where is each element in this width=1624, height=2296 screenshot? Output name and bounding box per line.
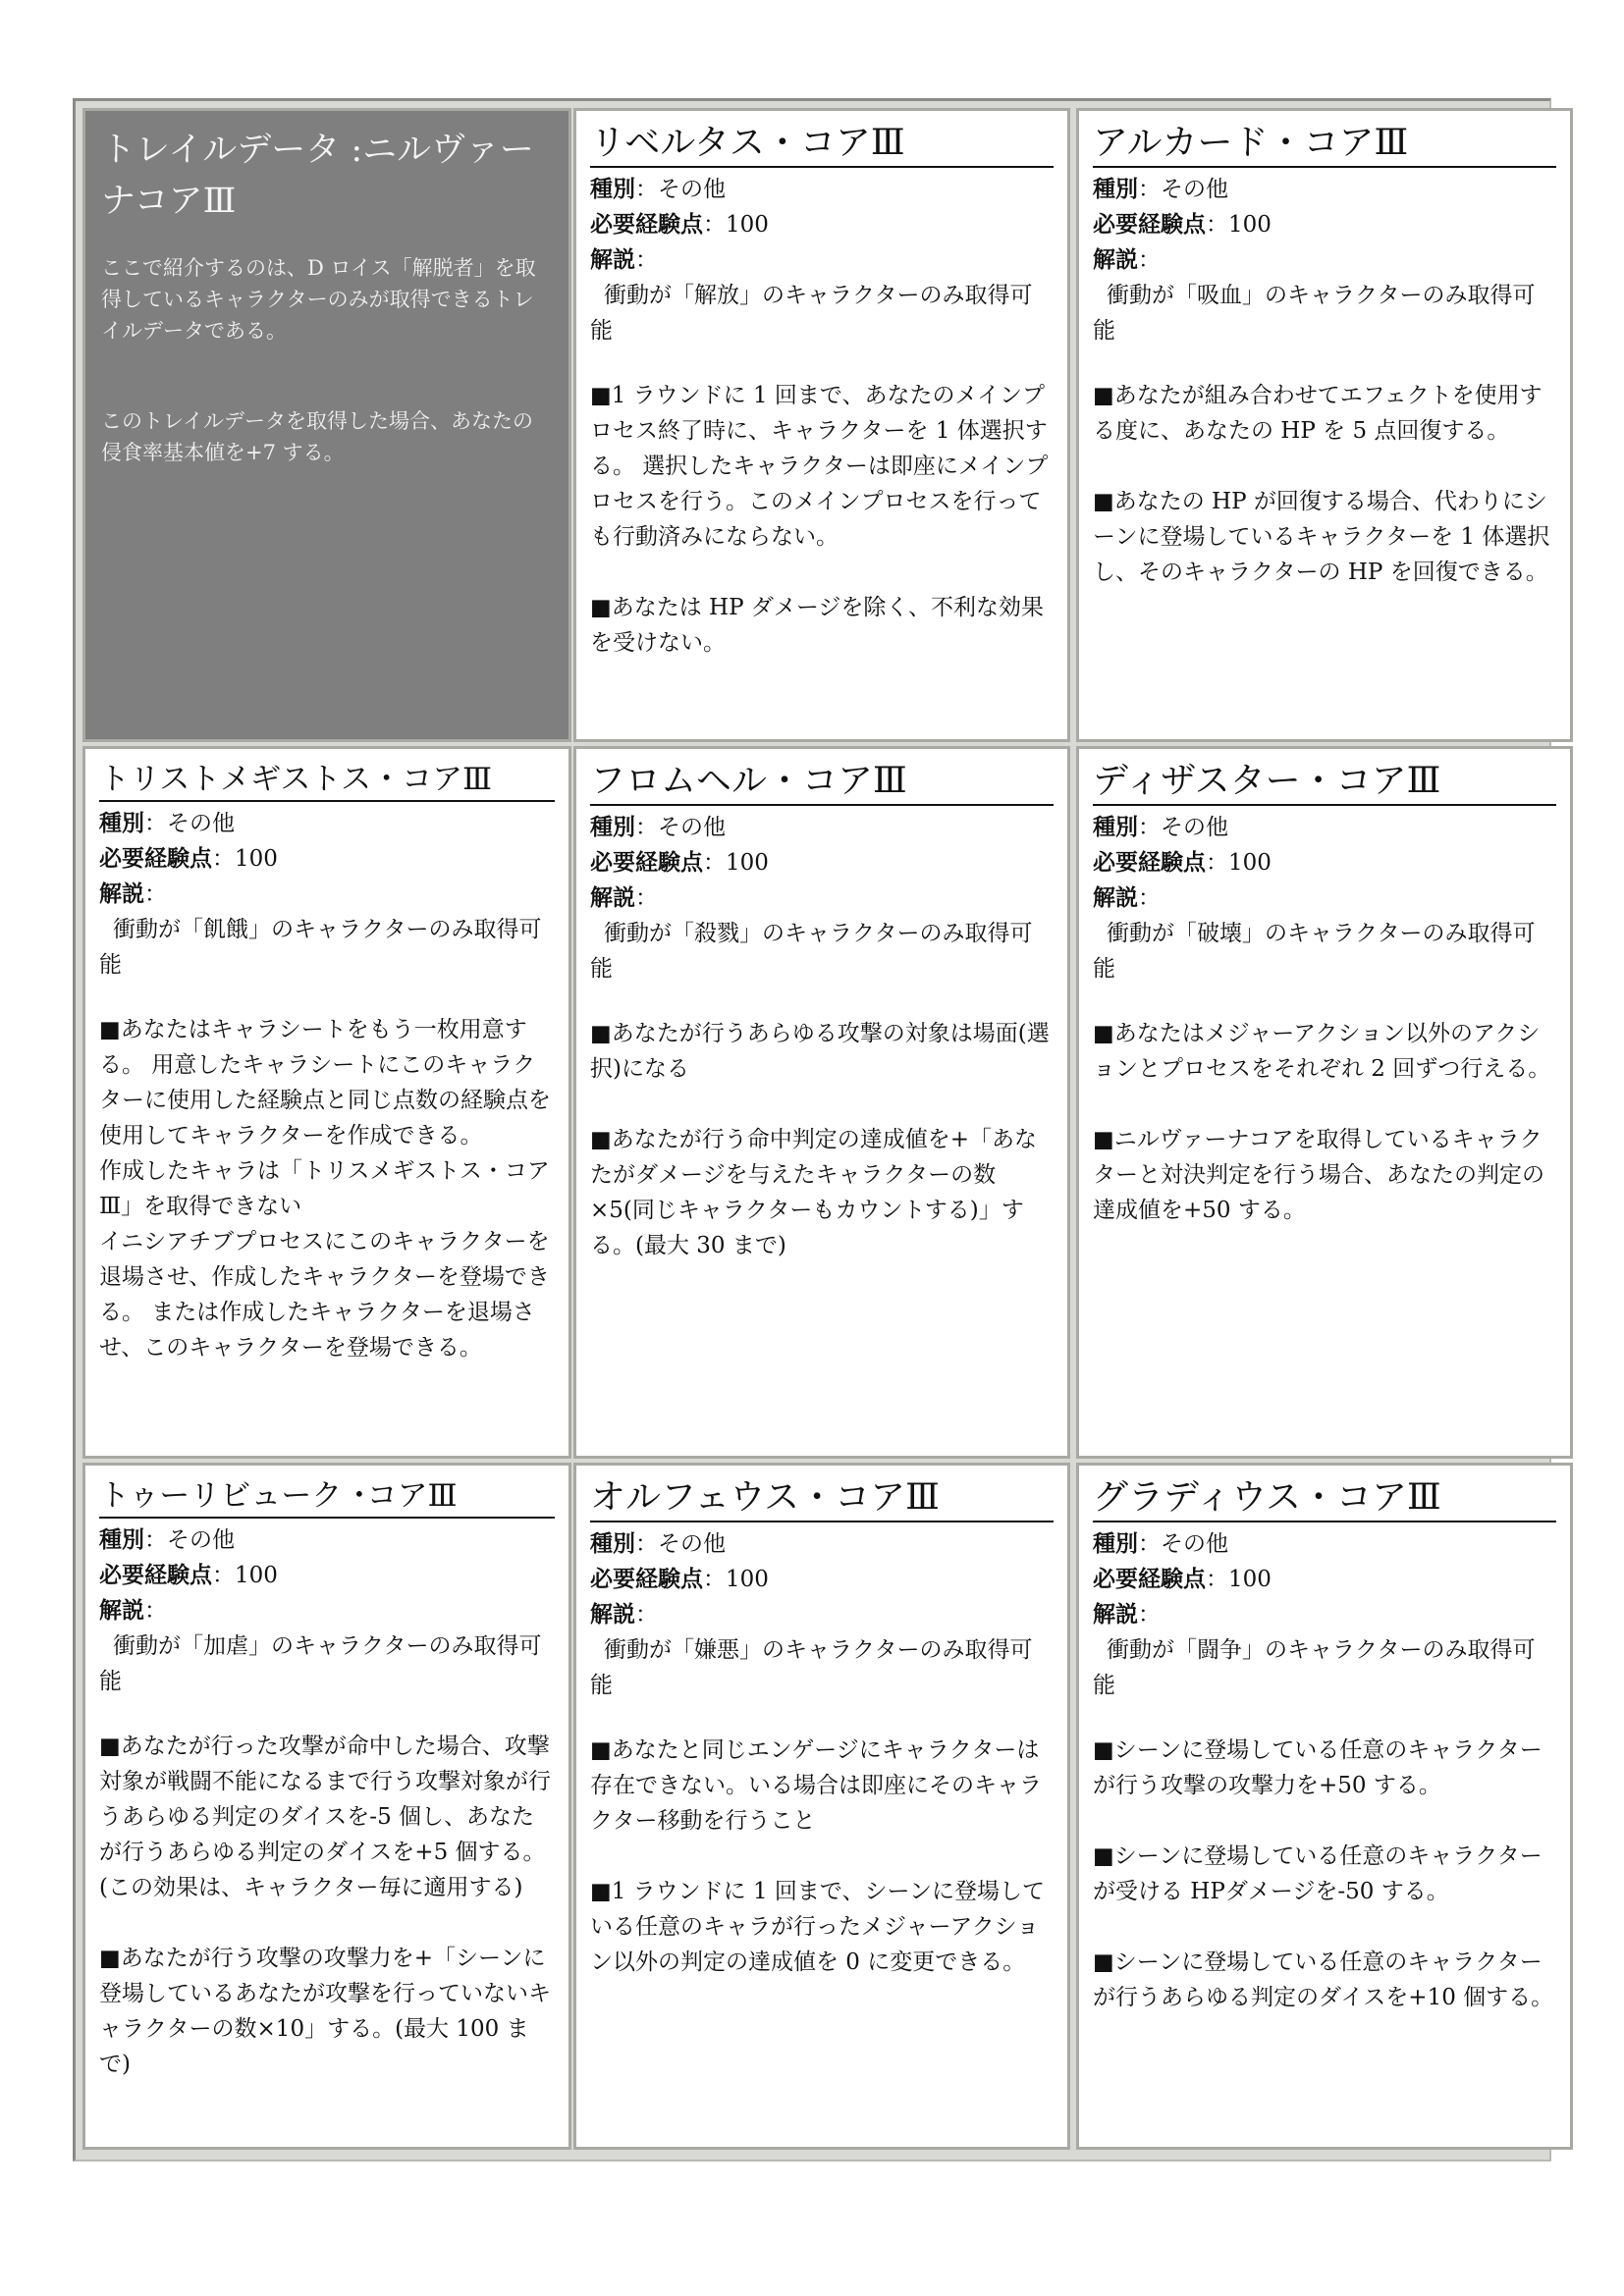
effect-text: ■あなたが行う攻撃の攻撃力を+「シーンに登場しているあなたが攻撃を行っていないキャラクターの数×10」する。(最大 100 まで) xyxy=(99,1946,551,2077)
desc-field: 解説： xyxy=(590,885,658,911)
exp-field: 必要経験点：100 xyxy=(1093,1567,1272,1592)
type-field: 種別：その他 xyxy=(590,177,726,202)
card-title: リベルタス・コアⅢ xyxy=(590,121,1054,168)
requirement-text: 衝動が「解放」のキャラクターのみ取得可能 xyxy=(590,283,1033,344)
effect-text: ■あなたは HP ダメージを除く、不利な効果を受けない。 xyxy=(590,595,1044,656)
exp-field: 必要経験点：100 xyxy=(99,1563,278,1588)
effect-text: 作成したキャラは「トリスメギストス・コアⅢ」を取得できない xyxy=(99,1158,550,1219)
card-from-hell-core xyxy=(573,746,1070,1459)
card-libertas-core xyxy=(573,108,1070,742)
exp-field: 必要経験点：100 xyxy=(1093,850,1272,876)
type-field: 種別：その他 xyxy=(1093,815,1228,840)
card-trismegistus-core xyxy=(82,746,571,1459)
type-field: 種別：その他 xyxy=(590,815,726,840)
effect-text: イニシアチブプロセスにこのキャラクターを退場させ、作成したキャラクターを登場できる。 または作成したキャラクターを退場させ、このキャラクターを登場できる。 xyxy=(99,1229,550,1361)
desc-field: 解説： xyxy=(590,1602,658,1628)
effect-text: ■あなたが行う命中判定の達成値を+「あなたがダメージを与えたキャラクターの数×5(同じキャラクターもカウントする)」する。(最大 30 まで) xyxy=(590,1127,1038,1258)
requirement-text: 衝動が「殺戮」のキャラクターのみ取得可能 xyxy=(590,921,1033,982)
type-field: 種別：その他 xyxy=(1093,177,1228,202)
card-title: トリストメギストス・コアⅢ xyxy=(99,759,555,802)
requirement-text: 衝動が「闘争」のキャラクターのみ取得可能 xyxy=(1093,1637,1536,1698)
requirement-text: 衝動が「飢餓」のキャラクターのみ取得可能 xyxy=(99,917,542,978)
card-alucard-core xyxy=(1076,108,1573,742)
exp-field: 必要経験点：100 xyxy=(99,846,278,872)
desc-field: 解説： xyxy=(99,1598,167,1624)
card-title: フロムヘル・コアⅢ xyxy=(590,759,1054,806)
requirement-text: 衝動が「吸血」のキャラクターのみ取得可能 xyxy=(1093,283,1536,344)
card-gladius-core xyxy=(1076,1463,1573,2150)
intro-paragraph: このトレイルデータを取得した場合、あなたの侵食率基本値を+7 する。 xyxy=(101,409,533,464)
card-title: アルカード・コアⅢ xyxy=(1093,121,1556,168)
effect-text: ■あなたはメジャーアクション以外のアクションとプロセスをそれぞれ 2 回ずつ行える。 xyxy=(1093,1021,1551,1082)
effect-text: ■ニルヴァーナコアを取得しているキャラクターと対決判定を行う場合、あなたの判定の達成値を+50 する。 xyxy=(1093,1127,1544,1223)
effect-text: ■あなたと同じエンゲージにキャラクターは存在できない。いる場合は即座にそのキャラクター移動を行うこと xyxy=(590,1737,1042,1834)
type-field: 種別：その他 xyxy=(1093,1531,1228,1557)
effect-text: ■シーンに登場している任意のキャラクターが受ける HPダメージを-50 する。 xyxy=(1093,1843,1543,1904)
type-field: 種別：その他 xyxy=(590,1531,726,1557)
requirement-text: 衝動が「加虐」のキャラクターのみ取得可能 xyxy=(99,1633,542,1694)
type-field: 種別：その他 xyxy=(99,1527,235,1553)
effect-text: ■あなたが行った攻撃が命中した場合、攻撃対象が戦闘不能になるまで行う攻撃対象が行うあらゆる判定のダイスを-5 個し、あなたが行うあらゆる判定のダイスを+5 個する。(この効果は、キャラクター毎に適用する) xyxy=(99,1734,551,1900)
card-title: トゥーリビューク ･コアⅢ xyxy=(99,1475,555,1519)
intro-paragraph: ここで紹介するのは、D ロイス「解脱者」を取得しているキャラクターのみが取得できるトレイルデータである。 xyxy=(101,256,536,343)
effect-text: ■あなたが行うあらゆる攻撃の対象は場面(選択)になる xyxy=(590,1021,1050,1082)
card-title: グラディウス・コアⅢ xyxy=(1093,1475,1556,1522)
intro-panel xyxy=(82,108,571,742)
card-title: オルフェウス・コアⅢ xyxy=(590,1475,1054,1522)
exp-field: 必要経験点：100 xyxy=(1093,212,1272,238)
requirement-text: 衝動が「嫌悪」のキャラクターのみ取得可能 xyxy=(590,1637,1033,1698)
effect-text: ■あなたの HP が回復する場合、代わりにシーンに登場しているキャラクターを 1 体選択し、そのキャラクターの HP を回復できる。 xyxy=(1093,489,1550,585)
desc-field: 解説： xyxy=(1093,885,1161,911)
effect-text: ■あなたが組み合わせてエフェクトを使用する度に、あなたの HP を 5 点回復する。 xyxy=(1093,383,1543,444)
type-field: 種別：その他 xyxy=(99,811,235,836)
card-title: ディザスター・コアⅢ xyxy=(1093,759,1556,806)
card-tourbillon-core xyxy=(82,1463,571,2150)
effect-text: ■シーンに登場している任意のキャラクターが行う攻撃の攻撃力を+50 する。 xyxy=(1093,1737,1543,1798)
effect-text: ■シーンに登場している任意のキャラクターが行うあらゆる判定のダイスを+10 個する。 xyxy=(1093,1949,1554,2010)
requirement-text: 衝動が「破壊」のキャラクターのみ取得可能 xyxy=(1093,921,1536,982)
desc-field: 解説： xyxy=(590,247,658,273)
desc-field: 解説： xyxy=(99,881,167,907)
effect-text: ■あなたはキャラシートをもう一枚用意する。 用意したキャラシートにこのキャラクターに使用した経験点と同じ点数の経験点を使用してキャラクターを作成できる。 xyxy=(99,1017,551,1148)
exp-field: 必要経験点：100 xyxy=(590,850,769,876)
exp-field: 必要経験点：100 xyxy=(590,212,769,238)
effect-text: ■1 ラウンドに 1 回まで、シーンに登場している任意のキャラが行ったメジャーアクション以外の判定の達成値を 0 に変更できる。 xyxy=(590,1879,1046,1975)
intro-title: トレイルデータ :ニルヴァーナコアⅢ xyxy=(101,131,534,221)
desc-field: 解説： xyxy=(1093,247,1161,273)
desc-field: 解説： xyxy=(1093,1602,1161,1628)
exp-field: 必要経験点：100 xyxy=(590,1567,769,1592)
card-disaster-core xyxy=(1076,746,1573,1459)
card-orpheus-core xyxy=(573,1463,1070,2150)
effect-text: ■1 ラウンドに 1 回まで、あなたのメインプロセス終了時に、キャラクターを 1 体選択する。 選択したキャラクターは即座にメインプロセスを行う。このメインプロセスを行っても行動済みにならない。 xyxy=(590,383,1049,550)
